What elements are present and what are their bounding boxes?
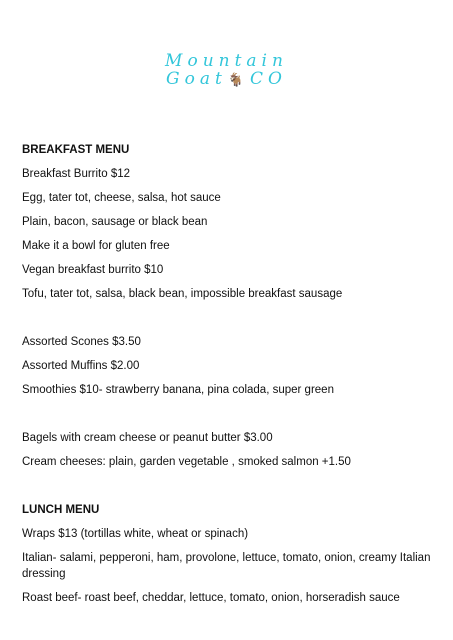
goat-icon: 🐐 [227,73,250,88]
section-spacer [22,406,432,430]
menu-item: Assorted Scones $3.50 [22,336,141,348]
lunch-heading: LUNCH MENU [22,504,100,516]
logo-line-2 [0,70,453,90]
menu-item: Smoothies $10- strawberry banana, pina colada, super green [22,384,334,396]
menu-item: Cream cheeses: plain, garden vegetable , smoked salmon +1.50 [22,456,351,468]
menu-item: Vegan breakfast burrito $10 [22,264,164,276]
logo-word-co: CO [250,69,287,89]
menu-item: Breakfast Burrito $12 [22,168,131,180]
menu-item: Make it a bowl for gluten free [22,240,170,252]
logo [0,52,453,90]
menu-document [22,142,432,614]
menu-item: Egg, tater tot, cheese, salsa, hot sauce [22,192,221,204]
menu-item: Wraps $13 (tortillas white, wheat or spinach) [22,528,249,540]
logo-word-goat: Goat [166,69,227,89]
logo-line-1: Mountain [165,51,288,71]
menu-item: Italian- salami, pepperoni, ham, provolone, lettuce, tomato, onion, creamy Italian dressing [22,552,431,580]
menu-item: Roast beef- roast beef, cheddar, lettuce, tomato, onion, horseradish sauce [22,592,400,604]
breakfast-heading: BREAKFAST MENU [22,144,130,156]
section-spacer [22,310,432,334]
menu-item: Assorted Muffins $2.00 [22,360,140,372]
menu-item: Plain, bacon, sausage or black bean [22,216,208,228]
menu-item: Tofu, tater tot, salsa, black bean, impossible breakfast sausage [22,288,343,300]
section-spacer [22,478,432,502]
menu-item: Bagels with cream cheese or peanut butter $3.00 [22,432,273,444]
